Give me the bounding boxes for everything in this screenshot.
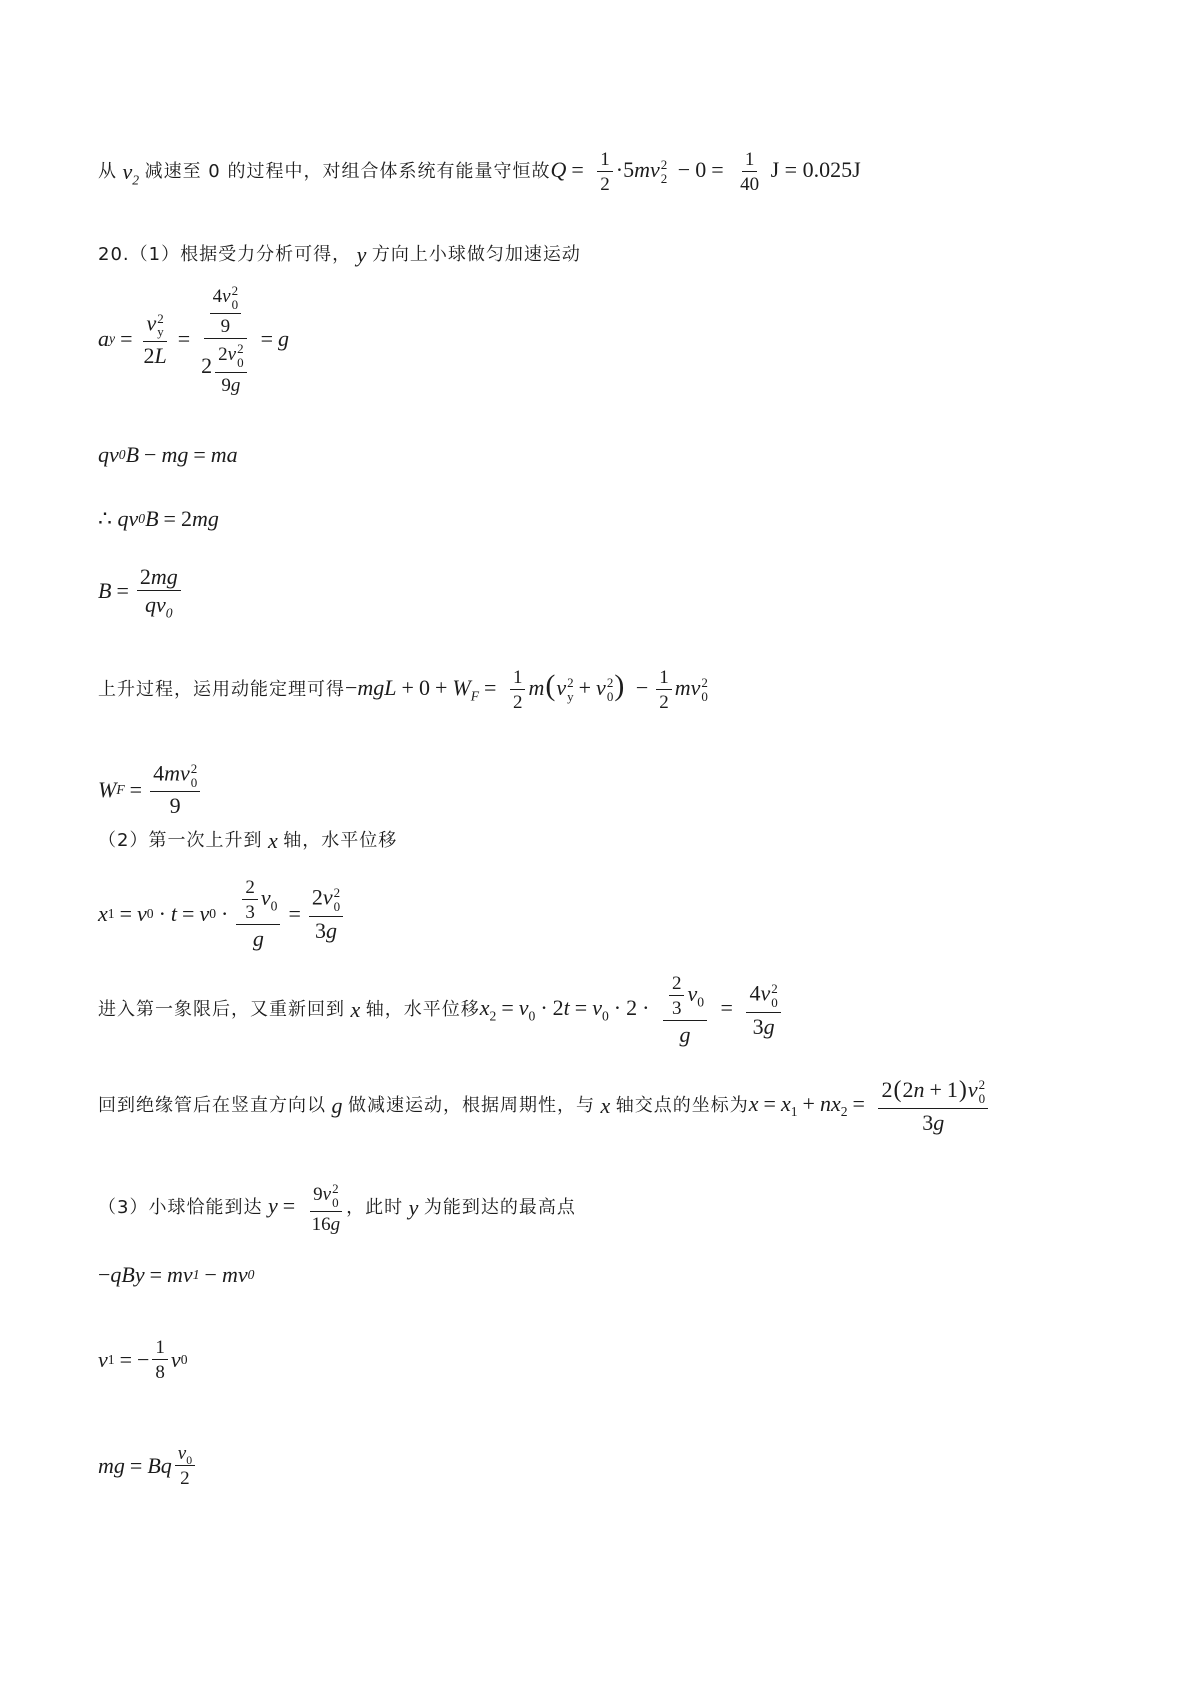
text-cn: 从 [98,161,117,182]
eq-therefore: ∴ qv 0 B = 2 mg [98,506,219,531]
text-cn: 做减速运动，根据周期性，与 [348,1094,595,1116]
eq-force: qv 0 B − mg = ma [98,442,238,467]
math-period: $x = x_1 + nx_2$ = 2(2n + 1)v 2 0 3g [749,1078,991,1134]
eq-v1: v 1 = − $\frac{1}{8}$ v 0 [98,1337,188,1383]
text-cn: 为能到达的最高点 [423,1197,576,1219]
math-kinetic: $-mgL + 0 + W_F$ = $\frac{1}{2}$ m(v 2 y + v 2 0 ) − $\frac{1}{2}$ mv 2 0 [345,667,708,713]
math-Q-expression: Q = $\frac{1}{2}$ ·5mv 2 2 − 0 = $\frac{1}{40}$ J = 0.025J [550,149,861,195]
text-cn: （3）小球恰能到达 [98,1197,263,1219]
eq-periodicity [98,1078,991,1134]
math-y-max: y = 9v 2 0 16g [267,1181,341,1236]
math-x: x [345,997,366,1022]
eq-momentum: − qBy = mv 1 − mv 0 [98,1262,255,1287]
math-x: x [262,828,284,853]
math-y: y [403,1195,424,1221]
math-y: y [351,242,372,267]
text-cn: 减速至 0 的过程中，对组合体系统有能量守恒故 [144,161,551,182]
text-cn: 上升过程，运用动能定理可得 [98,679,345,700]
part3-heading [98,1182,576,1234]
result-value: J = 0.025J [770,157,861,183]
text-cn: ，此时 [346,1197,404,1219]
text-cn: 进入第一象限后，又重新回到 [98,999,345,1020]
math-v2: $v_2$ [117,159,140,188]
eq-ay: a y = v 2 y 2L = 4v 2 0 9 2 2v 2 0 9g = g [98,283,290,396]
energy-conservation-line [98,150,861,194]
math-x2: $x_2 = v_0 \cdot 2t = v_0 \cdot 2$ · $\frac{2}{3}$ $v_0$ g = 4v 2 0 3g [480,974,784,1046]
eq-x1: x 1 = v 0 · t = v 0 · $\frac{2}{3}$ $v_0$ g = 2v 2 0 3g [98,878,346,950]
math-x: x [595,1092,616,1118]
q20-heading [98,244,581,266]
text-cn: 轴，水平位移 [283,830,398,851]
text-cn: 回到绝缘管后在竖直方向以 [98,1094,326,1116]
text-cn: （2）第一次上升到 [98,830,263,851]
text-cn: 轴交点的坐标为 [615,1094,749,1116]
eq-mg: mg = Bq $\frac{v_0}{2}$ [98,1444,198,1488]
eq-WF: W F = 4mv 2 0 9 [98,762,203,817]
part2-heading [98,830,397,852]
text-cn: 轴，水平位移 [365,999,480,1020]
text-cn: 20.（1）根据受力分析可得， [98,244,352,265]
eq-kinetic-energy [98,668,708,712]
eq-B: B = $\frac{2mg}{qv_0}$ [98,566,184,616]
math-g: g [326,1092,348,1118]
text-cn: 方向上小球做匀加速运动 [371,244,581,265]
eq-x2 [98,974,784,1046]
